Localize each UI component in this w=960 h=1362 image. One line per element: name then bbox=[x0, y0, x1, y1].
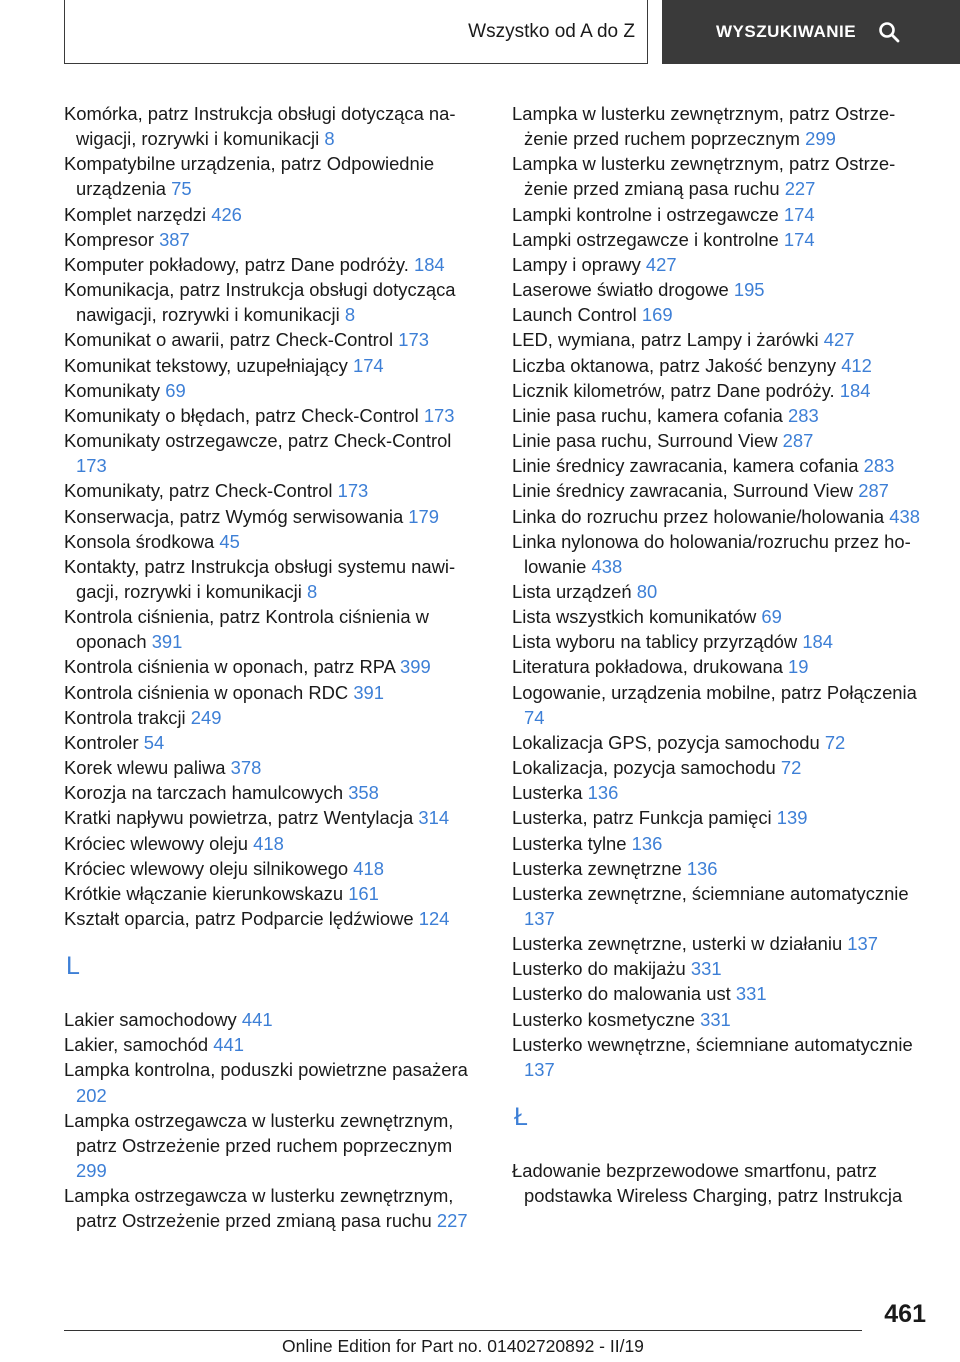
page-link[interactable]: 378 bbox=[230, 757, 262, 779]
index-entry-text: Komunikaty, patrz Check-Control bbox=[64, 480, 333, 502]
page-link[interactable]: 441 bbox=[241, 1009, 273, 1031]
index-entry-text: Komórka, patrz Instrukcja obsługi dotycząca nawigacji, rozrywki i komunikacji bbox=[64, 103, 456, 150]
index-entry-text: Liczba oktanowa, patrz Jakość benzyny bbox=[512, 354, 837, 376]
page-link[interactable]: 399 bbox=[400, 656, 431, 678]
index-entry-text: Lampka w lusterku zewnętrznym, patrz Ostrzeżenie przed zmianą pasa ruchu bbox=[512, 153, 896, 200]
index-entry bbox=[64, 227, 484, 252]
index-entry bbox=[64, 277, 484, 327]
index-entry bbox=[64, 378, 484, 403]
index-entry-text: Kontrola ciśnienia w oponach RDC bbox=[64, 681, 349, 703]
index-entry bbox=[64, 680, 484, 705]
index-entry-text: Licznik kilometrów, patrz Dane podróży. bbox=[512, 379, 835, 401]
index-entry bbox=[512, 428, 932, 453]
index-entry bbox=[64, 654, 484, 679]
search-label: WYSZUKIWANIE bbox=[716, 22, 857, 41]
index-entry-text: Lusterka tylne bbox=[512, 832, 627, 854]
page-link[interactable]: 184 bbox=[839, 379, 871, 401]
page-link[interactable]: 45 bbox=[219, 530, 240, 552]
index-entry bbox=[64, 705, 484, 730]
index-entry bbox=[64, 529, 484, 554]
index-entry bbox=[512, 780, 932, 805]
index-entry-text: Lakier samochodowy bbox=[64, 1009, 237, 1031]
index-entry bbox=[512, 604, 932, 629]
index-entry bbox=[512, 252, 932, 277]
index-entry bbox=[64, 101, 484, 151]
index-entry-text: Kontroler bbox=[64, 731, 139, 753]
index-entry bbox=[512, 856, 932, 881]
index-entry-text: Kontrola trakcji bbox=[64, 706, 186, 728]
page-link[interactable]: 299 bbox=[76, 1160, 107, 1182]
page-link[interactable]: 139 bbox=[776, 807, 808, 829]
index-entry bbox=[512, 453, 932, 478]
page-link[interactable]: 184 bbox=[413, 253, 445, 275]
index-entry bbox=[512, 353, 932, 378]
index-entry-text: Lusterko do makijażu bbox=[512, 958, 686, 980]
page-link[interactable]: 287 bbox=[858, 480, 889, 502]
index-entry-text: Lampka ostrzegawcza w lusterku zewnętrznym, patrz Ostrzeżenie przed ruchem poprzecznym bbox=[64, 1109, 454, 1156]
page-link[interactable]: 287 bbox=[782, 430, 814, 452]
page-link[interactable]: 387 bbox=[159, 228, 190, 250]
index-entry bbox=[512, 730, 932, 755]
page-link[interactable]: 184 bbox=[802, 631, 833, 653]
page-link[interactable]: 438 bbox=[591, 555, 623, 577]
index-letter-heading: Ł bbox=[514, 1103, 528, 1132]
index-entry-text: Komputer pokładowy, patrz Dane podróży. bbox=[64, 253, 409, 275]
page-link[interactable]: 418 bbox=[353, 857, 384, 879]
index-group-k bbox=[64, 101, 484, 931]
page-link[interactable]: 412 bbox=[841, 354, 872, 376]
index-entry bbox=[64, 1183, 484, 1233]
index-entry bbox=[64, 1007, 484, 1032]
index-entry bbox=[64, 831, 484, 856]
index-entry-text: Lusterko do malowania ust bbox=[512, 983, 731, 1005]
index-entry bbox=[64, 327, 484, 352]
index-entry bbox=[512, 202, 932, 227]
index-entry bbox=[512, 629, 932, 654]
index-entry bbox=[64, 856, 484, 881]
index-entry-text: Linka do rozruchu przez holowanie/holowania bbox=[512, 505, 885, 527]
page-link[interactable]: 195 bbox=[733, 279, 765, 301]
index-entry-text: Lusterka zewnętrzne bbox=[512, 857, 682, 879]
index-entry-text: Korozja na tarczach hamulcowych bbox=[64, 782, 344, 804]
index-entry-text: Lampka w lusterku zewnętrznym, patrz Ostrzeżenie przed ruchem poprzecznym bbox=[512, 103, 896, 150]
page-link[interactable]: 136 bbox=[587, 782, 619, 804]
page-link[interactable]: 137 bbox=[847, 933, 878, 955]
index-column-right bbox=[512, 101, 932, 1208]
page-link[interactable]: 124 bbox=[418, 908, 450, 929]
page-link[interactable]: 438 bbox=[889, 505, 920, 527]
index-entry-text: Lokalizacja GPS, pozycja samochodu bbox=[512, 731, 820, 753]
index-entry-text: Launch Control bbox=[512, 304, 637, 326]
page-link[interactable]: 174 bbox=[352, 354, 384, 376]
page-link[interactable]: 72 bbox=[780, 757, 802, 779]
page-link[interactable]: 418 bbox=[253, 832, 284, 854]
page-link[interactable]: 179 bbox=[408, 505, 439, 527]
page-link[interactable]: 173 bbox=[423, 404, 455, 426]
index-entry bbox=[512, 478, 932, 503]
index-entry-text: Laserowe światło drogowe bbox=[512, 279, 729, 301]
page-link[interactable]: 227 bbox=[784, 178, 816, 200]
index-entry bbox=[64, 202, 484, 227]
index-group-l-continued bbox=[512, 101, 932, 1082]
page-link[interactable]: 72 bbox=[824, 731, 846, 753]
index-entry bbox=[64, 554, 484, 604]
page-link[interactable]: 75 bbox=[171, 178, 192, 200]
footer-divider bbox=[64, 1330, 862, 1331]
page-link[interactable]: 174 bbox=[783, 203, 815, 225]
index-entry-text: Konsola środkowa bbox=[64, 530, 215, 552]
index-entry bbox=[64, 504, 484, 529]
page-link[interactable]: 161 bbox=[348, 882, 379, 904]
index-entry bbox=[64, 906, 484, 931]
index-entry-text: Konserwacja, patrz Wymóg serwisowania bbox=[64, 505, 404, 527]
page-link[interactable]: 74 bbox=[524, 706, 545, 728]
index-entry bbox=[512, 504, 932, 529]
index-entry-text: Kontakty, patrz Instrukcja obsługi systemu nawigacji, rozrywki i komunikacji bbox=[64, 555, 456, 602]
index-column-left bbox=[64, 101, 484, 1234]
page-link[interactable]: 54 bbox=[143, 731, 165, 753]
page-link[interactable]: 441 bbox=[213, 1034, 244, 1056]
index-entry bbox=[512, 327, 932, 352]
index-entry-text: Linie średnicy zawracania, Surround View bbox=[512, 480, 854, 502]
index-entry-text: Lusterko kosmetyczne bbox=[512, 1008, 695, 1030]
index-entry-text: Komplet narzędzi bbox=[64, 203, 207, 225]
index-entry-text: Kompatybilne urządzenia, patrz Odpowiednie urządzenia bbox=[64, 153, 435, 200]
index-entry-text: Linie średnicy zawracania, kamera cofania bbox=[512, 455, 859, 477]
index-entry bbox=[512, 805, 932, 830]
page-link[interactable]: 137 bbox=[524, 1058, 555, 1080]
index-entry bbox=[64, 252, 484, 277]
index-entry bbox=[64, 730, 484, 755]
index-entry-text: Lista urządzeń bbox=[512, 580, 632, 602]
index-entry-text: Lampy i oprawy bbox=[512, 253, 641, 275]
page-link[interactable]: 8 bbox=[306, 580, 318, 602]
page-link[interactable]: 173 bbox=[76, 455, 107, 477]
index-entry bbox=[64, 478, 484, 503]
index-entry-text: Lusterko wewnętrzne, ściemniane automatycznie bbox=[512, 1033, 913, 1055]
search-icon bbox=[878, 21, 900, 43]
index-entry bbox=[512, 579, 932, 604]
index-entry-text: Lampki ostrzegawcze i kontrolne bbox=[512, 228, 779, 250]
index-entry bbox=[64, 1108, 484, 1183]
index-entry-text: Kontrola ciśnienia w oponach, patrz RPA bbox=[64, 656, 395, 678]
index-entry bbox=[512, 378, 932, 403]
index-entry bbox=[64, 403, 484, 428]
index-entry-text: LED, wymiana, patrz Lampy i żarówki bbox=[512, 329, 819, 351]
index-entry bbox=[512, 881, 932, 931]
page-link[interactable]: 80 bbox=[636, 580, 658, 602]
index-entry-text: Lampka kontrolna, poduszki powietrzne pasażera bbox=[64, 1059, 468, 1081]
page-link[interactable]: 136 bbox=[686, 857, 718, 879]
index-entry-text: Króciec wlewowy oleju silnikowego bbox=[64, 857, 349, 879]
index-entry-text: Komunikat tekstowy, uzupełniający bbox=[64, 354, 348, 376]
page-link[interactable]: 331 bbox=[735, 983, 767, 1005]
page-link[interactable]: 427 bbox=[645, 253, 677, 275]
page-link[interactable]: 283 bbox=[863, 455, 895, 477]
search-tab[interactable] bbox=[662, 0, 960, 64]
page-link[interactable]: 331 bbox=[690, 958, 722, 980]
page-link[interactable]: 69 bbox=[761, 606, 782, 628]
index-entry bbox=[64, 428, 484, 478]
index-group-l bbox=[64, 1007, 484, 1233]
page-link[interactable]: 227 bbox=[436, 1210, 468, 1232]
index-entry-text: Komunikaty o błędach, patrz Check-Control bbox=[64, 404, 419, 426]
index-entry-text: Króciec wlewowy oleju bbox=[64, 832, 248, 854]
index-entry-text: Lusterka, patrz Funkcja pamięci bbox=[512, 807, 772, 829]
index-entry bbox=[512, 1158, 932, 1208]
index-entry-text: Literatura pokładowa, drukowana bbox=[512, 656, 783, 678]
index-entry bbox=[512, 151, 932, 201]
index-entry bbox=[512, 981, 932, 1006]
index-entry-text: Lakier, samochód bbox=[64, 1034, 209, 1056]
index-entry bbox=[512, 1007, 932, 1032]
page-link[interactable]: 173 bbox=[398, 329, 429, 351]
page-link[interactable]: 391 bbox=[151, 631, 183, 653]
index-entry bbox=[512, 956, 932, 981]
page-link[interactable]: 19 bbox=[788, 656, 809, 678]
index-entry bbox=[512, 680, 932, 730]
index-entry bbox=[64, 755, 484, 780]
index-entry-text: Kratki napływu powietrza, patrz Wentylacja bbox=[64, 807, 414, 829]
index-entry bbox=[512, 755, 932, 780]
index-entry-text: Komunikacja, patrz Instrukcja obsługi dotycząca nawigacji, rozrywki i komunikacji bbox=[64, 279, 456, 326]
index-entry-text: Kontrola ciśnienia, patrz Kontrola ciśnienia w oponach bbox=[64, 606, 429, 653]
index-entry bbox=[64, 805, 484, 830]
page-link[interactable]: 136 bbox=[631, 832, 663, 854]
index-entry bbox=[512, 931, 932, 956]
index-entry bbox=[512, 227, 932, 252]
page-link[interactable]: 299 bbox=[805, 128, 836, 150]
page-link[interactable]: 169 bbox=[641, 304, 673, 326]
page-link[interactable]: 249 bbox=[190, 706, 222, 728]
page-link[interactable]: 426 bbox=[211, 203, 242, 225]
page-link[interactable]: 173 bbox=[337, 480, 369, 502]
index-entry-text: Komunikaty ostrzegawcze, patrz Check-Control bbox=[64, 430, 452, 452]
index-entry bbox=[64, 780, 484, 805]
index-entry-text: Lokalizacja, pozycja samochodu bbox=[512, 757, 776, 779]
edition-footer: Online Edition for Part no. 01402720892 - II/19 bbox=[282, 1336, 644, 1356]
page-link[interactable]: 69 bbox=[165, 379, 186, 401]
index-entry bbox=[64, 881, 484, 906]
index-entry bbox=[64, 604, 484, 654]
page-link[interactable]: 314 bbox=[418, 807, 450, 829]
index-group-l-stroke bbox=[512, 1158, 932, 1208]
index-entry-text: Lusterka zewnętrzne, ściemniane automatycznie bbox=[512, 882, 909, 904]
index-entry bbox=[512, 831, 932, 856]
page-number: 461 bbox=[884, 1300, 926, 1328]
index-entry-text: Linie pasa ruchu, kamera cofania bbox=[512, 404, 783, 426]
index-entry-text: Kształt oparcia, patrz Podparcie lędźwiowe bbox=[64, 908, 414, 929]
index-entry bbox=[512, 654, 932, 679]
index-entry bbox=[64, 1032, 484, 1057]
index-entry bbox=[64, 353, 484, 378]
index-entry bbox=[512, 277, 932, 302]
index-entry-text: Komunikaty bbox=[64, 379, 161, 401]
index-entry bbox=[512, 1032, 932, 1082]
page-link[interactable]: 358 bbox=[348, 782, 379, 804]
index-entry-text: Krótkie włączanie kierunkowskazu bbox=[64, 882, 344, 904]
page-link[interactable]: 427 bbox=[823, 329, 855, 351]
index-entry-text: Lampki kontrolne i ostrzegawcze bbox=[512, 203, 779, 225]
index-entry-text: Logowanie, urządzenia mobilne, patrz Połączenia bbox=[512, 681, 917, 703]
index-entry-text: Korek wlewu paliwa bbox=[64, 757, 226, 779]
all-a-to-z-label: Wszystko od A do Z bbox=[468, 20, 635, 42]
page-link[interactable]: 8 bbox=[344, 304, 356, 326]
index-entry bbox=[64, 151, 484, 201]
page-link[interactable]: 202 bbox=[76, 1084, 107, 1106]
index-entry-text: Lista wyboru na tablicy przyrządów bbox=[512, 631, 798, 653]
all-a-to-z-tab[interactable] bbox=[64, 0, 648, 64]
index-entry bbox=[512, 302, 932, 327]
index-entry-text: Ładowanie bezprzewodowe smartfonu, patrz podstawka Wireless Charging, patrz Instrukcja bbox=[512, 1160, 903, 1207]
index-entry-text: Lista wszystkich komunikatów bbox=[512, 606, 757, 628]
index-entry bbox=[512, 529, 932, 579]
page-link[interactable]: 8 bbox=[324, 128, 335, 150]
index-entry-text: Komunikat o awarii, patrz Check-Control bbox=[64, 329, 394, 351]
page-link[interactable]: 391 bbox=[353, 681, 384, 703]
page-link[interactable]: 137 bbox=[524, 908, 555, 929]
index-entry-text: Linie pasa ruchu, Surround View bbox=[512, 430, 778, 452]
index-entry-text: Lusterka zewnętrzne, usterki w działaniu bbox=[512, 933, 843, 955]
index-entry bbox=[512, 403, 932, 428]
index-letter-heading: L bbox=[66, 952, 80, 981]
index-entry-text: Lusterka bbox=[512, 782, 583, 804]
page-link[interactable]: 283 bbox=[788, 404, 819, 426]
index-entry bbox=[512, 101, 932, 151]
index-entry bbox=[64, 1057, 484, 1107]
index-entry-text: Kompresor bbox=[64, 228, 154, 250]
index-entry-text: Lampka ostrzegawcza w lusterku zewnętrznym, patrz Ostrzeżenie przed zmianą pasa ruchu bbox=[64, 1185, 454, 1232]
page-link[interactable]: 331 bbox=[700, 1008, 731, 1030]
page-link[interactable]: 174 bbox=[783, 228, 815, 250]
index-entry-text: Linka nylonowa do holowania/rozruchu przez holowanie bbox=[512, 530, 911, 577]
